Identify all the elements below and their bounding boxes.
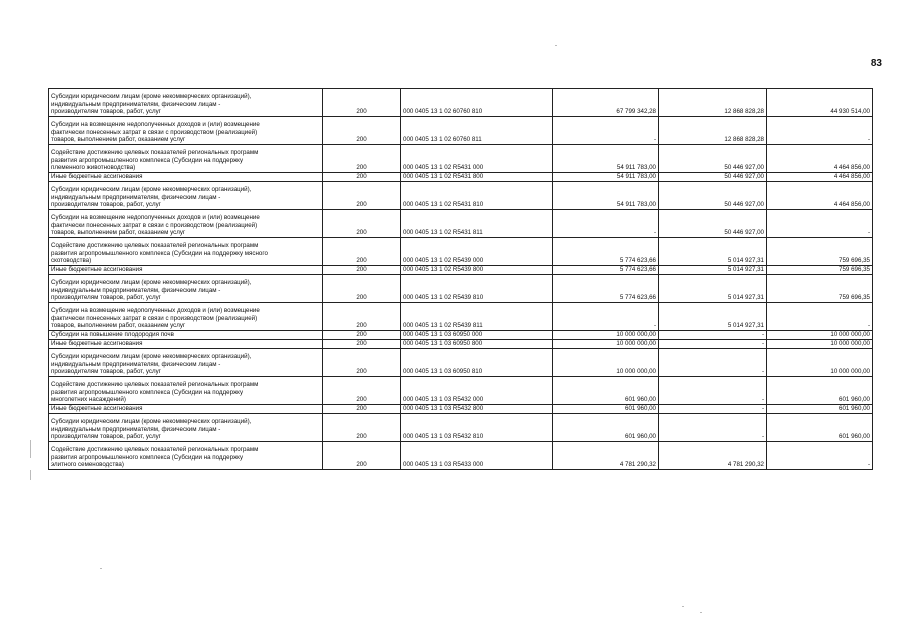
row-value-2-cell: 50 446 927,00 xyxy=(659,173,767,182)
row-code-cell: 200 xyxy=(323,266,401,275)
row-value-1-cell: 10 000 000,00 xyxy=(553,331,659,340)
row-ksr-cell: 000 0405 13 1 02 R5431 811 xyxy=(401,210,553,238)
table-row xyxy=(49,349,873,377)
row-value-3-cell: - xyxy=(767,442,873,470)
row-value-3-cell: 759 696,35 xyxy=(767,238,873,266)
row-value-2-cell: - xyxy=(659,340,767,349)
row-code-cell: 200 xyxy=(323,275,401,303)
row-name: Иные бюджетные ассигнования xyxy=(51,173,143,181)
row-code-cell: 200 xyxy=(323,303,401,331)
table-row xyxy=(49,442,873,470)
row-name-cell xyxy=(49,442,323,470)
row-name: Иные бюджетные ассигнования xyxy=(51,405,143,413)
table-row xyxy=(49,303,873,331)
row-ksr-cell: 000 0405 13 1 03 R5433 000 xyxy=(401,442,553,470)
row-code-cell: 200 xyxy=(323,238,401,266)
row-value-1-cell: 10 000 000,00 xyxy=(553,340,659,349)
row-name-cell xyxy=(49,303,323,331)
row-name-cell xyxy=(49,414,323,442)
row-ksr-cell: 000 0405 13 1 02 R5439 810 xyxy=(401,275,553,303)
table-row xyxy=(49,331,873,340)
row-value-2-cell: - xyxy=(659,405,767,414)
row-value-3-cell: 10 000 000,00 xyxy=(767,340,873,349)
row-value-2-cell: 12 868 828,28 xyxy=(659,117,767,145)
row-value-1-cell: 601 960,00 xyxy=(553,414,659,442)
row-ksr-cell: 000 0405 13 1 03 R5432 800 xyxy=(401,405,553,414)
row-ksr-cell: 000 0405 13 1 03 60950 810 xyxy=(401,349,553,377)
row-name: Субсидии юридическим лицам (кроме некоммерческих организаций), индивидуальным предпринимателям, физическим лицам - производителям товаров, работ, услуг xyxy=(51,418,252,441)
row-value-2-cell: - xyxy=(659,414,767,442)
row-value-1-cell: 601 960,00 xyxy=(553,377,659,405)
row-value-1-cell: 54 911 783,00 xyxy=(553,182,659,210)
row-name: Иные бюджетные ассигнования xyxy=(51,340,143,348)
row-value-1-cell: 4 781 290,32 xyxy=(553,442,659,470)
row-value-1-cell: 54 911 783,00 xyxy=(553,145,659,173)
row-name-cell xyxy=(49,349,323,377)
table-row xyxy=(49,210,873,238)
row-value-1-cell: - xyxy=(553,117,659,145)
row-value-3-cell: 44 930 514,00 xyxy=(767,89,873,117)
row-name: Субсидии юридическим лицам (кроме некоммерческих организаций), индивидуальным предпринимателям, физическим лицам - производителям товаров, работ, услуг xyxy=(51,93,252,116)
table-row xyxy=(49,182,873,210)
row-value-2-cell: 4 781 290,32 xyxy=(659,442,767,470)
row-name-cell xyxy=(49,89,323,117)
row-value-2-cell: 50 446 927,00 xyxy=(659,145,767,173)
row-value-2-cell: 50 446 927,00 xyxy=(659,210,767,238)
row-ksr-cell: 000 0405 13 1 03 R5432 000 xyxy=(401,377,553,405)
table-row xyxy=(49,173,873,182)
row-value-3-cell: - xyxy=(767,117,873,145)
row-name-cell xyxy=(49,182,323,210)
table-row xyxy=(49,377,873,405)
row-value-1-cell: 67 799 342,28 xyxy=(553,89,659,117)
row-value-2-cell: 5 014 927,31 xyxy=(659,266,767,275)
row-name: Субсидии на возмещение недополученных доходов и (или) возмещение фактически понесенных затрат в связи с производством (реализацией) товаров, выполнением работ, оказанием услуг xyxy=(51,307,260,330)
row-value-1-cell: 10 000 000,00 xyxy=(553,349,659,377)
row-name: Иные бюджетные ассигнования xyxy=(51,266,143,274)
row-ksr-cell: 000 0405 13 1 02 60760 810 xyxy=(401,89,553,117)
row-value-3-cell: 4 464 856,00 xyxy=(767,173,873,182)
row-code-cell: 200 xyxy=(323,173,401,182)
row-value-3-cell: 10 000 000,00 xyxy=(767,331,873,340)
row-name-cell xyxy=(49,117,323,145)
row-name-cell xyxy=(49,275,323,303)
row-value-1-cell: - xyxy=(553,303,659,331)
row-value-2-cell: 5 014 927,31 xyxy=(659,238,767,266)
row-ksr-cell: 000 0405 13 1 03 R5432 810 xyxy=(401,414,553,442)
table-row xyxy=(49,266,873,275)
row-name-cell xyxy=(49,405,323,414)
row-value-3-cell: - xyxy=(767,210,873,238)
row-name: Субсидии на повышение плодородия почв xyxy=(51,331,174,339)
budget-table xyxy=(48,88,873,470)
row-ksr-cell: 000 0405 13 1 03 60950 800 xyxy=(401,340,553,349)
row-value-2-cell: 5 014 927,31 xyxy=(659,303,767,331)
row-value-3-cell: 601 960,00 xyxy=(767,405,873,414)
row-name-cell xyxy=(49,210,323,238)
row-name: Содействие достижению целевых показателей региональных программ развития агропромышленного комплекса (Субсидии на поддержку племенного животноводства) xyxy=(51,149,259,172)
row-ksr-cell: 000 0405 13 1 03 60950 000 xyxy=(401,331,553,340)
row-value-2-cell: 5 014 927,31 xyxy=(659,275,767,303)
row-code-cell: 200 xyxy=(323,414,401,442)
row-code-cell: 200 xyxy=(323,210,401,238)
table-row xyxy=(49,117,873,145)
row-name-cell xyxy=(49,238,323,266)
row-name-cell xyxy=(49,340,323,349)
row-value-3-cell: 759 696,35 xyxy=(767,275,873,303)
table-row xyxy=(49,414,873,442)
row-value-1-cell: 5 774 623,66 xyxy=(553,238,659,266)
row-value-3-cell: 601 960,00 xyxy=(767,377,873,405)
row-ksr-cell: 000 0405 13 1 02 R5439 800 xyxy=(401,266,553,275)
row-ksr-cell: 000 0405 13 1 02 R5439 811 xyxy=(401,303,553,331)
row-ksr-cell: 000 0405 13 1 02 R5431 000 xyxy=(401,145,553,173)
row-name: Содействие достижению целевых показателей региональных программ развития агропромышленного комплекса (Субсидии на поддержку многолетних насаждений) xyxy=(51,381,259,404)
row-value-1-cell: 5 774 623,66 xyxy=(553,266,659,275)
row-value-2-cell: - xyxy=(659,331,767,340)
row-ksr-cell: 000 0405 13 1 02 R5431 810 xyxy=(401,182,553,210)
row-value-1-cell: 5 774 623,66 xyxy=(553,275,659,303)
row-code-cell: 200 xyxy=(323,442,401,470)
row-value-3-cell: - xyxy=(767,303,873,331)
row-code-cell: 200 xyxy=(323,331,401,340)
row-name: Субсидии на возмещение недополученных доходов и (или) возмещение фактически понесенных затрат в связи с производством (реализацией) товаров, выполнением работ, оказанием услуг xyxy=(51,121,260,144)
budget-table-body xyxy=(49,89,873,470)
row-code-cell: 200 xyxy=(323,377,401,405)
row-name: Субсидии юридическим лицам (кроме некоммерческих организаций), индивидуальным предпринимателям, физическим лицам - производителям товаров, работ, услуг xyxy=(51,279,252,302)
row-name: Содействие достижению целевых показателей региональных программ развития агропромышленного комплекса (Субсидии на поддержку элитного семеноводства) xyxy=(51,446,259,469)
row-value-2-cell: 12 868 828,28 xyxy=(659,89,767,117)
row-value-1-cell: 601 960,00 xyxy=(553,405,659,414)
row-value-3-cell: 759 696,35 xyxy=(767,266,873,275)
row-value-2-cell: - xyxy=(659,349,767,377)
row-name: Субсидии на возмещение недополученных доходов и (или) возмещение фактически понесенных затрат в связи с производством (реализацией) товаров, выполнением работ, оказанием услуг xyxy=(51,214,260,237)
row-name-cell xyxy=(49,173,323,182)
row-name-cell xyxy=(49,377,323,405)
table-row xyxy=(49,145,873,173)
page-number: 83 xyxy=(870,58,882,69)
row-ksr-cell: 000 0405 13 1 02 60760 811 xyxy=(401,117,553,145)
row-code-cell: 200 xyxy=(323,349,401,377)
row-name: Субсидии юридическим лицам (кроме некоммерческих организаций), индивидуальным предпринимателям, физическим лицам - производителям товаров, работ, услуг xyxy=(51,353,252,376)
row-value-1-cell: - xyxy=(553,210,659,238)
table-row xyxy=(49,238,873,266)
row-value-3-cell: 601 960,00 xyxy=(767,414,873,442)
row-value-3-cell: 4 464 856,00 xyxy=(767,145,873,173)
row-code-cell: 200 xyxy=(323,145,401,173)
row-code-cell: 200 xyxy=(323,340,401,349)
row-value-3-cell: 10 000 000,00 xyxy=(767,349,873,377)
table-row xyxy=(49,340,873,349)
row-code-cell: 200 xyxy=(323,117,401,145)
row-name-cell xyxy=(49,331,323,340)
row-value-3-cell: 4 464 856,00 xyxy=(767,182,873,210)
row-value-2-cell: - xyxy=(659,377,767,405)
row-code-cell: 200 xyxy=(323,405,401,414)
table-row xyxy=(49,89,873,117)
table-row xyxy=(49,275,873,303)
row-code-cell: 200 xyxy=(323,182,401,210)
row-code-cell: 200 xyxy=(323,89,401,117)
row-ksr-cell: 000 0405 13 1 02 R5431 800 xyxy=(401,173,553,182)
row-name-cell xyxy=(49,266,323,275)
row-name-cell xyxy=(49,145,323,173)
table-row xyxy=(49,405,873,414)
row-value-1-cell: 54 911 783,00 xyxy=(553,173,659,182)
row-value-2-cell: 50 446 927,00 xyxy=(659,182,767,210)
row-ksr-cell: 000 0405 13 1 02 R5439 000 xyxy=(401,238,553,266)
row-name: Субсидии юридическим лицам (кроме некоммерческих организаций), индивидуальным предпринимателям, физическим лицам - производителям товаров, работ, услуг xyxy=(51,186,252,209)
row-name: Содействие достижению целевых показателей региональных программ развития агропромышленного комплекса (Субсидии на поддержку мясного скотоводства) xyxy=(51,242,268,265)
